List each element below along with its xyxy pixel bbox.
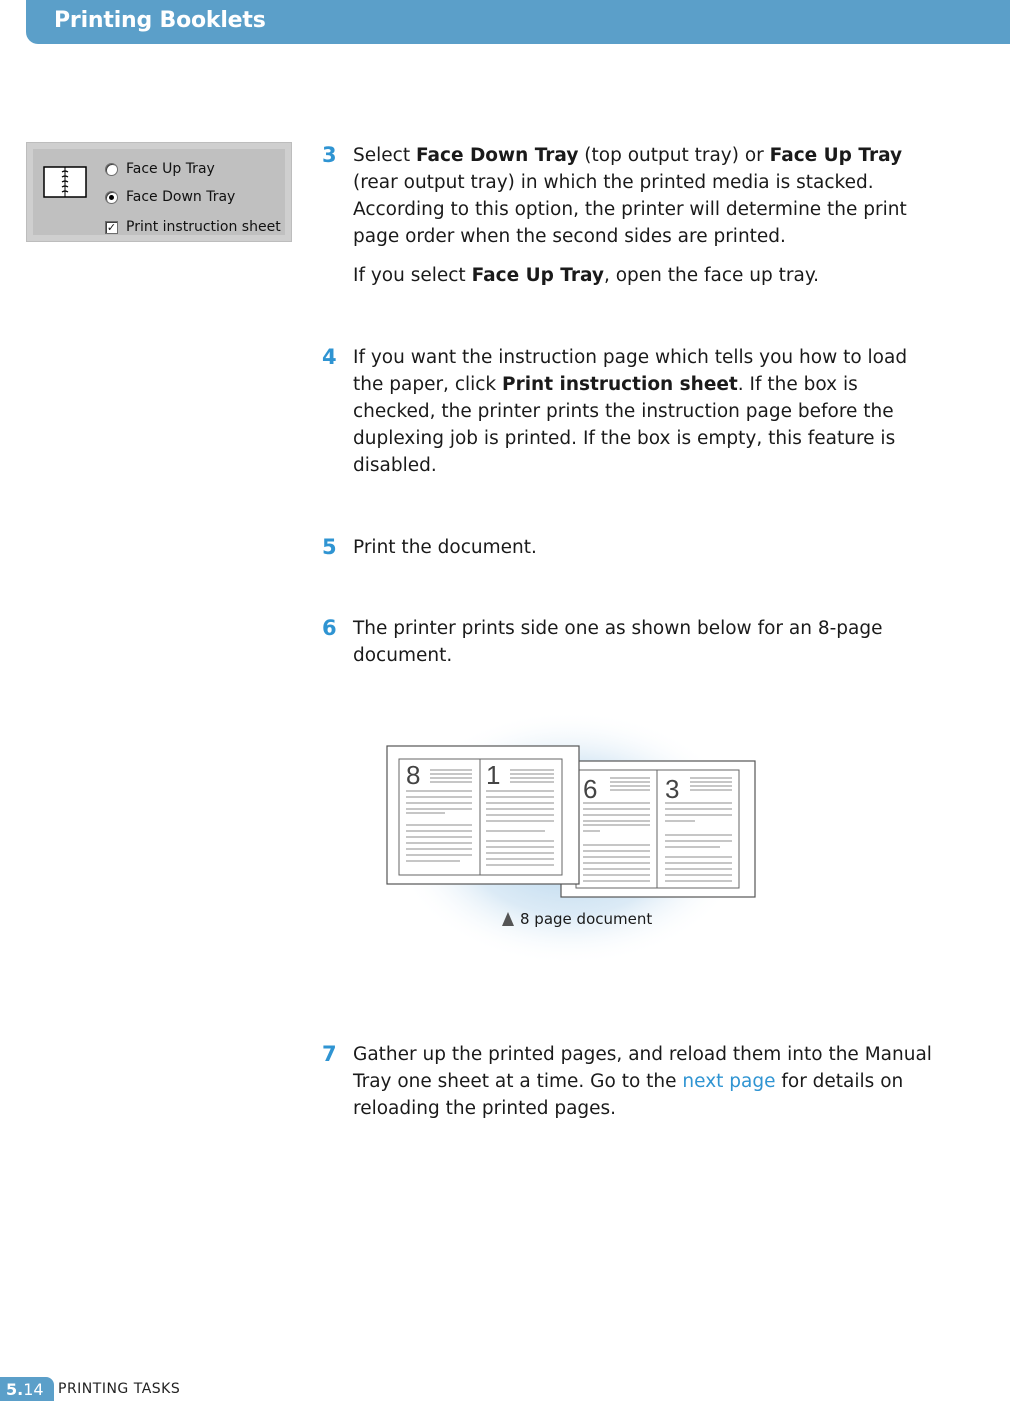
- front-sheet: [387, 746, 579, 884]
- step-number: 7: [322, 1042, 337, 1066]
- face-up-tray-option[interactable]: [105, 161, 215, 177]
- triangle-up-icon: [502, 912, 514, 926]
- step-number: 6: [322, 616, 337, 640]
- output-tray-dialog: [26, 142, 292, 242]
- step-text: Gather up the printed pages, and reload them into the Manual Tray one sheet at a time. Go to the next page for details on reloading the printed pages.: [353, 1044, 932, 1119]
- print-instruction-checkbox[interactable]: ✓: [106, 220, 117, 234]
- step-number: 4: [322, 345, 337, 369]
- step-3: [322, 142, 932, 289]
- illustration-caption: [502, 910, 652, 928]
- dialog-panel: [33, 149, 285, 235]
- booklet-pages-svg: [380, 700, 760, 970]
- page-number-badge: 5. 14: [0, 1377, 54, 1401]
- section-header-bar: [26, 0, 1010, 44]
- page-number-6: 6: [583, 774, 598, 804]
- step-text: Select Face Down Tray (top output tray) or Face Up Tray (rear output tray) in which the printed media is stacked. According to this option, the printer will determine the print page order when the second sides are printed. If you select Face Up Tray, open the face up tray.: [353, 145, 907, 286]
- booklet-icon: [43, 166, 87, 198]
- footer-section-label: PRINTING TASKS: [58, 1381, 181, 1397]
- caption-text: 8 page document: [520, 910, 653, 928]
- step-text: Print the document.: [353, 537, 537, 558]
- face-up-label: Face Up Tray: [126, 161, 215, 177]
- next-page-link[interactable]: next page: [682, 1071, 776, 1092]
- step-number: 5: [322, 535, 337, 559]
- face-down-radio[interactable]: [105, 191, 118, 204]
- back-sheet: [561, 761, 755, 897]
- page-number-3: 3: [665, 774, 680, 804]
- booklet-illustration: [380, 700, 760, 970]
- step-7: [322, 1041, 932, 1122]
- print-instruction-sheet-option[interactable]: [105, 219, 281, 235]
- page-footer: [0, 1376, 180, 1402]
- step-6: [322, 615, 932, 669]
- step-4: [322, 344, 932, 479]
- step-5: [322, 534, 932, 561]
- face-down-label: Face Down Tray: [126, 189, 236, 205]
- step-text: If you want the instruction page which tells you how to load the paper, click Print instruction sheet. If the box is checked, the printer prints the instruction page before the duplexing job is printed. If the box is empty, this feature is disabled.: [353, 347, 908, 476]
- step-text: The printer prints side one as shown below for an 8-page document.: [353, 618, 883, 666]
- page-number-8: 8: [406, 760, 421, 790]
- print-instruction-label: Print instruction sheet: [126, 219, 281, 235]
- face-down-tray-option[interactable]: [105, 189, 235, 205]
- page-number-1: 1: [486, 760, 501, 790]
- step-number: 3: [322, 143, 337, 167]
- face-up-radio[interactable]: [105, 163, 118, 176]
- page-title: Printing Booklets: [54, 8, 266, 33]
